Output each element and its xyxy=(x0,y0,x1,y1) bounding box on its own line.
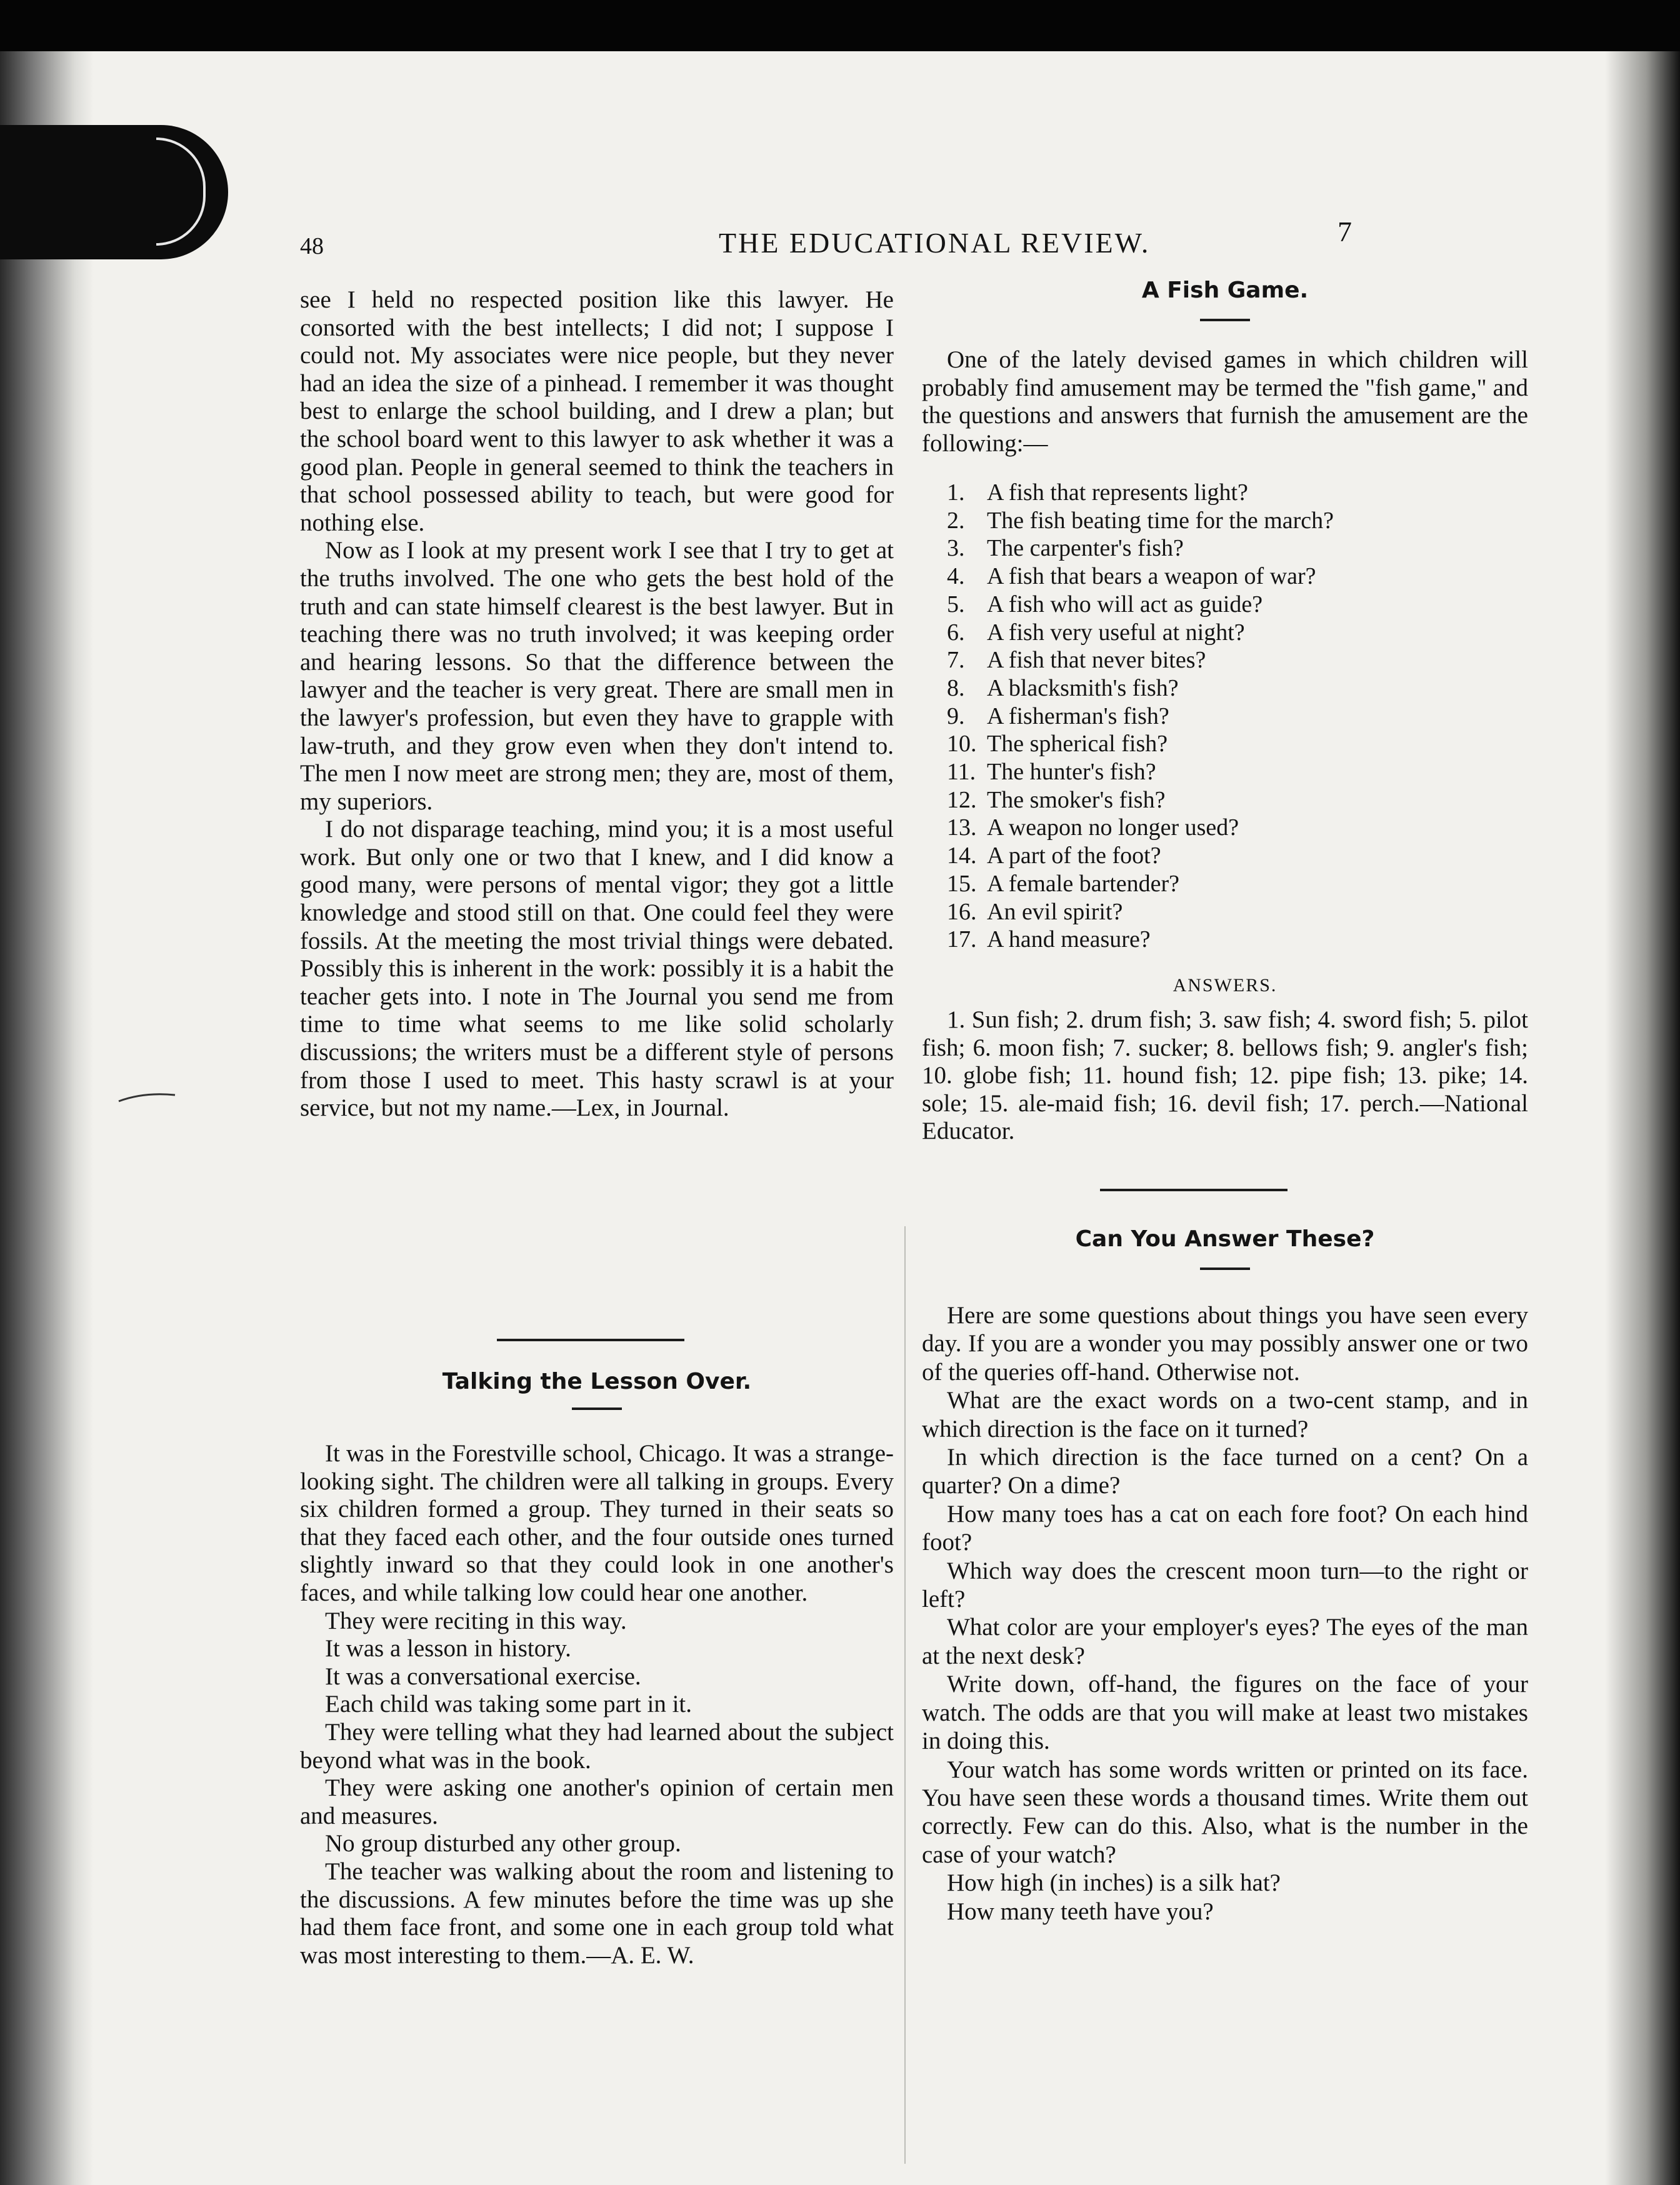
article-paragraph: In which direction is the face turned on a cent? On a quarter? On a dime? xyxy=(922,1444,1528,1499)
article-paragraph: It was a lesson in history. xyxy=(325,1635,571,1662)
fish-question xyxy=(947,926,1509,954)
question-number: 14. xyxy=(947,842,977,869)
question-number: 15. xyxy=(947,870,977,897)
question-number: 10. xyxy=(947,731,977,758)
section-divider xyxy=(1100,1189,1288,1191)
question-text: A female bartender? xyxy=(987,870,1180,897)
question-number: 11. xyxy=(947,759,976,786)
article-paragraph: Now as I look at my present work I see that I try to get at the truths involved. The one who gets the best hold of the truth and can state himself clearest is the best lawyer. But in teaching there was no truth involved; it was keeping order and hearing lessons. So that the difference between the lawyer and the teacher is very great. There are small men in the lawyer's profession, but even they have to grapple with law-truth, and they grow even when they don't intend to. The men I now meet are strong men; they are, most of them, my superiors. xyxy=(300,537,894,815)
article-paragraph: It was in the Forestville school, Chicago. It was a strange-looking sight. The children were all talking in groups. Every six children formed a group. They turned in their seats so that they faced each other, and the four outside ones turned slightly inward so that they could look in one another's faces, and while talking low could hear one another. xyxy=(300,1440,894,1606)
question-number: 5. xyxy=(947,591,965,618)
question-text: A fish who will act as guide? xyxy=(987,591,1263,618)
fish-question xyxy=(947,562,1509,591)
fish-question xyxy=(947,619,1509,647)
question-number: 6. xyxy=(947,619,965,646)
fish-question xyxy=(947,646,1509,674)
title-rule xyxy=(1200,319,1250,321)
fish-question xyxy=(947,479,1509,507)
article-paragraph: What are the exact words on a two-cent stamp, and in which direction is the face on it turned? xyxy=(922,1387,1528,1442)
article-paragraph: see I held no respected position like this lawyer. He consorted with the best intellects; I did not; I suppose I could not. My associates were nice people, but they never had an idea the size of a pinhead. I remember it was thought best to enlarge the school building, and I drew a plan; but the school board went to this lawyer to ask whether it was a good plan. People in general seemed to think the teachers in that school possessed ability to teach, but were good for nothing else. xyxy=(300,286,894,536)
fish-question-list xyxy=(947,479,1509,954)
title-rule xyxy=(572,1408,622,1410)
answers-paragraph: 1. Sun fish; 2. drum fish; 3. saw fish; 4. sword fish; 5. pilot fish; 6. moon fish; 7. sucker; 8. bellows fish; 9. angler's fish; 10. globe fish; 11. hound fish; 12. pipe fish; 13. pike; 14. sole; 15. ale-maid fish; 16. devil fish; 17. perch.—National Educator. xyxy=(922,1006,1528,1145)
question-number: 2. xyxy=(947,507,965,534)
fish-question xyxy=(947,591,1509,619)
question-text: A fish very useful at night? xyxy=(987,619,1245,646)
fish-question xyxy=(947,730,1509,758)
lesson-article-body xyxy=(300,1440,894,1969)
fish-question xyxy=(947,814,1509,842)
article-paragraph: No group disturbed any other group. xyxy=(325,1830,681,1858)
fish-question xyxy=(947,674,1509,702)
corner-mark: 7 xyxy=(1338,216,1352,248)
article-paragraph: They were reciting in this way. xyxy=(325,1607,627,1634)
article-paragraph: It was a conversational exercise. xyxy=(325,1662,641,1690)
article-paragraph: Here are some questions about things you have seen every day. If you are a wonder you may possibly answer one or two of the queries off-hand. Otherwise not. xyxy=(922,1302,1528,1386)
fish-article-title: A Fish Game. xyxy=(1141,278,1309,303)
article-paragraph: I do not disparage teaching, mind you; it is a most useful work. But only one or two that I knew, and I did know a good many, were persons of mental vigor; they got a little knowledge and stood still on that. One could feel they were fossils. At the meeting the most trivial things were debated. Possibly this is inherent in the work: possibly it is a habit the teacher gets into. I note in The Journal you send me from time to time what seems to me like solid scholarly discussions; the writers must be a different style of persons from those I used to meet. This hasty scrawl is at your service, but not my name.—Lex, in Journal. xyxy=(300,816,894,1122)
fish-answers xyxy=(922,1006,1528,1146)
fish-article-intro xyxy=(922,346,1528,458)
fish-question xyxy=(947,842,1509,870)
question-text: An evil spirit? xyxy=(987,898,1123,925)
article-paragraph: They were telling what they had learned about the subject beyond what was in the book. xyxy=(300,1718,894,1774)
question-text: A fish that represents light? xyxy=(987,479,1248,506)
fish-question xyxy=(947,534,1509,562)
question-number: 4. xyxy=(947,563,965,590)
question-text: The hunter's fish? xyxy=(987,759,1156,786)
fish-question xyxy=(947,870,1509,898)
fish-question xyxy=(947,702,1509,731)
question-number: 13. xyxy=(947,814,977,841)
title-rule xyxy=(1200,1268,1250,1270)
question-text: The fish beating time for the march? xyxy=(987,507,1334,534)
question-number: 3. xyxy=(947,535,965,562)
question-text: A fisherman's fish? xyxy=(987,702,1169,729)
question-number: 12. xyxy=(947,786,977,813)
binder-clip xyxy=(0,125,228,259)
article-paragraph: What color are your employer's eyes? The eyes of the man at the next desk? xyxy=(922,1614,1528,1669)
article-paragraph: How many toes has a cat on each fore foot? On each hind foot? xyxy=(922,1500,1528,1556)
continued-article xyxy=(300,286,894,1122)
answers-label: ANSWERS. xyxy=(1172,975,1278,996)
article-paragraph: They were asking one another's opinion of certain men and measures. xyxy=(300,1774,894,1829)
page-number: 48 xyxy=(300,233,324,259)
question-number: 7. xyxy=(947,647,965,674)
question-text: A blacksmith's fish? xyxy=(987,674,1179,701)
question-text: A fish that bears a weapon of war? xyxy=(987,563,1316,590)
article-paragraph: Write down, off-hand, the figures on the face of your watch. The odds are that you will make at least two mistakes in doing this. xyxy=(922,1671,1528,1755)
question-number: 1. xyxy=(947,479,965,506)
fish-question xyxy=(947,786,1509,814)
question-number: 17. xyxy=(947,926,977,953)
section-divider xyxy=(497,1339,684,1341)
scanned-page xyxy=(0,51,1680,2185)
question-text: A hand measure? xyxy=(987,926,1151,953)
article-paragraph: How high (in inches) is a silk hat? xyxy=(947,1869,1281,1897)
article-paragraph: How many teeth have you? xyxy=(947,1898,1214,1925)
fish-question xyxy=(947,507,1509,535)
question-number: 16. xyxy=(947,898,977,925)
article-paragraph: Each child was taking some part in it. xyxy=(325,1691,692,1718)
answer-article-body xyxy=(922,1301,1528,1926)
page-edge-shadow xyxy=(1605,51,1680,2185)
fish-question xyxy=(947,758,1509,786)
question-text: The smoker's fish? xyxy=(987,786,1166,813)
question-text: A part of the foot? xyxy=(987,842,1161,869)
lesson-article-title: Talking the Lesson Over. xyxy=(442,1369,752,1394)
question-text: A fish that never bites? xyxy=(987,647,1206,674)
question-text: The spherical fish? xyxy=(987,731,1168,758)
question-text: A weapon no longer used? xyxy=(987,814,1239,841)
article-paragraph: One of the lately devised games in which children will probably find amusement may be termed the "fish game," and the questions and answers that furnish the amusement are the following:— xyxy=(922,346,1528,457)
question-number: 9. xyxy=(947,702,965,729)
article-paragraph: The teacher was walking about the room and listening to the discussions. A few minutes before the time was up she had them face front, and some one in each group told what was most interesting to them.—A. E. W. xyxy=(300,1858,894,1969)
article-paragraph: Your watch has some words written or printed on its face. You have seen these words a thousand times. Write them out correctly. Few can do this. Also, what is the number in the case of your watch? xyxy=(922,1756,1528,1868)
journal-title: THE EDUCATIONAL REVIEW. xyxy=(719,227,1151,259)
fish-question xyxy=(947,898,1509,926)
question-text: The carpenter's fish? xyxy=(987,535,1184,562)
binding-shadow xyxy=(0,51,94,2185)
article-paragraph: Which way does the crescent moon turn—to the right or left? xyxy=(922,1557,1528,1613)
answer-article-title: Can You Answer These? xyxy=(1075,1226,1375,1252)
question-number: 8. xyxy=(947,674,965,701)
